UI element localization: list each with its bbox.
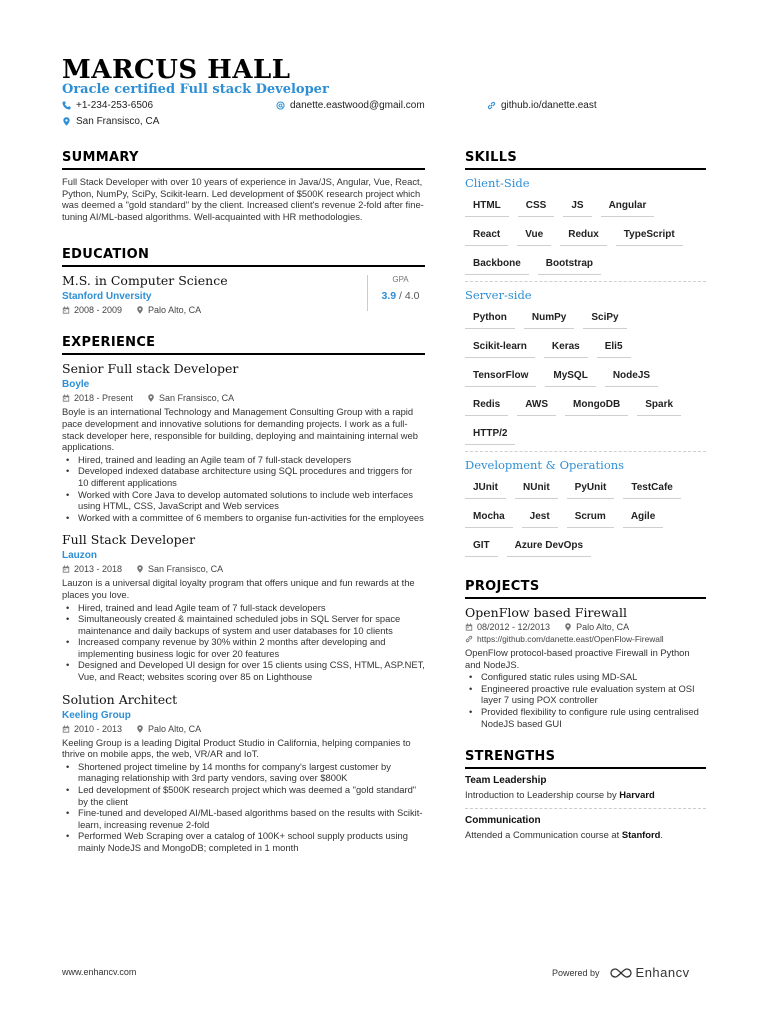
brand-logo[interactable] [610, 965, 690, 980]
skill-group-title: Client-Side [465, 176, 530, 190]
strength-item [465, 775, 706, 800]
job-location [147, 393, 234, 403]
summary-text: Full Stack Developer with over 10 years of experience in Java/JS, Angular, Vue, React, Python, NumPy, SciPy, Scikit-learn. Led development of $500K research project which was deemed a "gold standard" by the client. Increased client's revenue 2-fold after fine-tuning AI/ML-based algorithms. Well-acquainted with HR methodologies. [62, 176, 424, 222]
job-dates-text: 2013 - 2018 [74, 564, 123, 575]
project-dates-text: 08/2012 - 12/2013 [477, 622, 551, 632]
job-dates [62, 393, 133, 403]
skill-group-title: Development & Operations [465, 458, 625, 472]
skill-chips [465, 194, 706, 281]
job-dates [62, 564, 122, 574]
skill-chips [465, 306, 706, 451]
candidate-role: Oracle certified Full stack Developer [62, 82, 329, 97]
project-bullet: • Configured static rules using MD-SAL [465, 671, 706, 683]
calendar-icon [62, 394, 70, 402]
strength-item [465, 815, 706, 840]
gpa-max: / 4.0 [399, 290, 420, 303]
location-pin-icon [136, 725, 144, 733]
skill-chip: TestCafe [623, 476, 681, 499]
skill-chip: Scrum [567, 505, 614, 528]
powered-by-text: Powered by [552, 967, 600, 978]
skill-divider [465, 281, 706, 282]
skill-chip: TypeScript [616, 223, 683, 246]
gpa-box [367, 275, 425, 311]
experience-list [62, 361, 425, 853]
job-title: Solution Architect [62, 691, 178, 707]
job-title: Full Stack Developer [62, 532, 196, 548]
job-description: Lauzon is a universal digital loyalty program that offers unique and fun rewards at the places you love. [62, 577, 415, 600]
skill-chip: JUnit [465, 476, 506, 499]
project-location-text: Palo Alto, CA [576, 622, 630, 632]
education-entry [62, 273, 425, 315]
skill-group [465, 281, 706, 451]
job-bullet: • Hired, trained and lead Agile team of 7 full-stack developers [62, 602, 425, 614]
gpa-value [376, 290, 425, 302]
company-name: Boyle [62, 379, 90, 391]
education-section [62, 247, 425, 315]
location-pin-icon [136, 565, 144, 573]
skill-chip: HTTP/2 [465, 422, 515, 445]
phone-icon [62, 101, 71, 110]
job-meta [62, 564, 425, 574]
contact-email[interactable] [276, 100, 425, 111]
job-meta [62, 724, 425, 734]
education-dates-text: 2008 - 2009 [74, 305, 123, 316]
skills-heading: SKILLS [465, 150, 706, 170]
company-name: Lauzon [62, 550, 97, 562]
skill-chip: Backbone [465, 252, 529, 275]
skill-chip: React [465, 223, 508, 246]
strength-desc-bold: Stanford [621, 829, 661, 841]
footer-url[interactable]: www.enhancv.com [62, 967, 137, 977]
skill-chip: Eli5 [597, 335, 631, 358]
projects-section [465, 579, 706, 729]
project-meta [465, 622, 706, 632]
strength-divider [465, 808, 706, 809]
job-location [136, 724, 201, 734]
skill-chip: MySQL [545, 364, 595, 387]
skill-chip: GIT [465, 534, 498, 557]
skill-chip: Redux [560, 223, 607, 246]
calendar-icon [62, 565, 70, 573]
job-location-text: San Fransisco, CA [148, 564, 224, 575]
skill-chip: NUnit [515, 476, 558, 499]
right-column [465, 150, 706, 840]
skill-chip: Jest [522, 505, 558, 528]
contact-phone [62, 100, 153, 111]
project-dates [465, 622, 550, 632]
skill-chip: Spark [637, 393, 681, 416]
skill-chips [465, 476, 706, 563]
job-meta [62, 393, 425, 403]
skill-chip: Agile [623, 505, 663, 528]
skill-chip: Bootstrap [538, 252, 601, 275]
strength-desc-bold: Harvard [619, 789, 655, 801]
job-bullets [62, 602, 425, 683]
strength-desc-text: Introduction to Leadership course by [465, 789, 620, 801]
strength-title: Communication [465, 815, 541, 827]
project-link-row[interactable] [465, 634, 664, 644]
candidate-name: MARCUS HALL [62, 55, 291, 85]
skill-chip: SciPy [583, 306, 626, 329]
project-location [564, 622, 629, 632]
project-link[interactable] [465, 634, 706, 644]
strengths-heading: STRENGTHS [465, 749, 706, 769]
job-bullet: • Worked with a committee of 6 members to organise fun-activities for the employees [62, 512, 425, 524]
skill-group [465, 451, 706, 563]
job-entry [62, 361, 425, 523]
project-title: OpenFlow based Firewall [465, 605, 627, 620]
contact-location [62, 116, 159, 127]
company-name: Keeling Group [62, 709, 131, 721]
job-bullets [62, 454, 425, 524]
skill-chip: NumPy [524, 306, 574, 329]
job-entry [62, 692, 425, 854]
calendar-icon [62, 306, 70, 314]
skill-chip: PyUnit [567, 476, 615, 499]
skill-chip: HTML [465, 194, 509, 217]
summary-section [62, 150, 425, 222]
job-bullet: • Worked with Core Java to develop automated solutions to include web interfaces using HTML, CSS, JavaScript and Web services [62, 489, 425, 512]
job-dates-text: 2010 - 2013 [74, 723, 123, 734]
skill-chip: Scikit-learn [465, 335, 535, 358]
education-meta [62, 305, 228, 315]
skill-chip: Keras [544, 335, 588, 358]
calendar-icon [465, 623, 473, 631]
job-bullet: • Fine-tuned and developed AI/ML-based algorithms based on the results with Scikit-learn, increasing revenue 2-fold [62, 807, 425, 830]
contact-website[interactable] [487, 100, 597, 111]
at-icon [276, 101, 285, 110]
degree: M.S. in Computer Science [62, 273, 228, 289]
job-bullet: • Hired, trained and leading an Agile team of 7 full-stack developers [62, 454, 425, 466]
projects-heading: PROJECTS [465, 579, 706, 599]
strength-title: Team Leadership [465, 775, 547, 787]
calendar-icon [62, 725, 70, 733]
strength-desc [465, 789, 706, 800]
left-column [62, 150, 425, 863]
location-pin-icon [147, 394, 155, 402]
job-location-text: San Fransisco, CA [159, 393, 235, 404]
education-heading: EDUCATION [62, 247, 425, 267]
job-bullet: • Simultaneously created & maintained scheduled jobs in SQL Server for space maintenance and daily backups of system and user databases for 10 clients [62, 613, 425, 636]
email-text: danette.eastwood@gmail.com [290, 100, 425, 111]
job-dates-text: 2018 - Present [74, 393, 134, 404]
job-entry [62, 532, 425, 682]
gpa-score: 3.9 [381, 290, 397, 303]
infinity-logo-icon [610, 967, 632, 979]
project-bullets [465, 671, 706, 729]
job-bullet: • Shortened project timeline by 14 months for company's largest customer by managing relationship with 3rd party vendors, saving over $800K [62, 761, 425, 784]
skill-group-title: Server-side [465, 288, 532, 302]
link-icon [487, 101, 496, 110]
school: Stanford Unversity [62, 291, 152, 303]
education-location-text: Palo Alto, CA [148, 305, 202, 316]
website-text: github.io/danette.east [501, 100, 597, 111]
skill-chip: TensorFlow [465, 364, 536, 387]
job-description: Keeling Group is a leading Digital Product Studio in California, helping companies to thrive on mobile apps, the web, VR/AR and IoT. [62, 736, 411, 760]
gpa-label: GPA [392, 275, 409, 285]
experience-section [62, 335, 425, 853]
job-bullet: • Developed indexed database architecture using SQL procedures and triggers for 10 different applications [62, 465, 425, 488]
strength-desc-text: Attended a Communication course at [465, 829, 622, 841]
skills-section [465, 150, 706, 563]
job-location-text: Palo Alto, CA [148, 723, 202, 734]
job-bullet: • Performed Web Scraping over a catalog of 100K+ school supply products using mainly NodeJS and MongoDB; completed in 1 month [62, 830, 425, 853]
education-location [136, 305, 201, 315]
skill-chip: JS [563, 194, 591, 217]
skill-chip: Vue [517, 223, 551, 246]
strength-desc-suffix: . [660, 829, 664, 841]
skill-groups [465, 176, 706, 563]
skill-chip: NodeJS [605, 364, 658, 387]
job-description: Boyle is an international Technology and Management Consulting Group with a rapid pace development and innovative solutions for demanding projects. I work as a full-stack developer here, responsible for building, deploying and maintaining internal web applications. [62, 406, 418, 453]
skill-chip: Angular [601, 194, 655, 217]
phone-text: +1-234-253-6506 [76, 100, 154, 111]
summary-heading: SUMMARY [62, 150, 425, 170]
education-dates [62, 305, 122, 315]
location-pin-icon [62, 117, 71, 126]
skill-chip: MongoDB [565, 393, 628, 416]
job-bullet: • Increased company revenue by 30% within 2 months after developing and implementing business logic for over 20 features [62, 636, 425, 659]
project-bullet: • Provided flexibility to configure rule using centralised NodeJS based GUI [465, 706, 706, 729]
skill-divider [465, 451, 706, 452]
skill-chip: Python [465, 306, 515, 329]
project-link-text: https://github.com/danette.east/OpenFlow-Firewall [477, 634, 664, 644]
skill-chip: CSS [518, 194, 555, 217]
skill-chip: AWS [517, 393, 556, 416]
job-bullets [62, 761, 425, 854]
project-bullet: • Engineered proactive rule evaluation system at OSI layer 7 using POX controller [465, 683, 706, 706]
project-description: OpenFlow protocol-based proactive Firewall in Python and NodeJS. [465, 647, 690, 670]
location-text: San Fransisco, CA [76, 116, 160, 127]
job-title: Senior Full stack Developer [62, 361, 239, 377]
strengths-section [465, 749, 706, 840]
skill-chip: Mocha [465, 505, 513, 528]
location-pin-icon [136, 306, 144, 314]
brand-name: Enhancv [635, 965, 690, 980]
job-location [136, 564, 223, 574]
strength-desc [465, 829, 706, 840]
skill-group [465, 176, 706, 281]
job-bullet: • Designed and Developed UI design for over 15 clients using CSS, HTML, ASP.NET, Vue, and React; websites scoring over 85 on Lighthouse [62, 659, 425, 682]
location-pin-icon [564, 623, 572, 631]
job-dates [62, 724, 122, 734]
link-icon [465, 635, 473, 643]
skill-chip: Redis [465, 393, 508, 416]
powered-by [552, 965, 690, 980]
experience-heading: EXPERIENCE [62, 335, 425, 355]
skill-chip: Azure DevOps [507, 534, 591, 557]
job-bullet: • Led development of $500K research project which was deemed a "gold standard" by the client [62, 784, 425, 807]
